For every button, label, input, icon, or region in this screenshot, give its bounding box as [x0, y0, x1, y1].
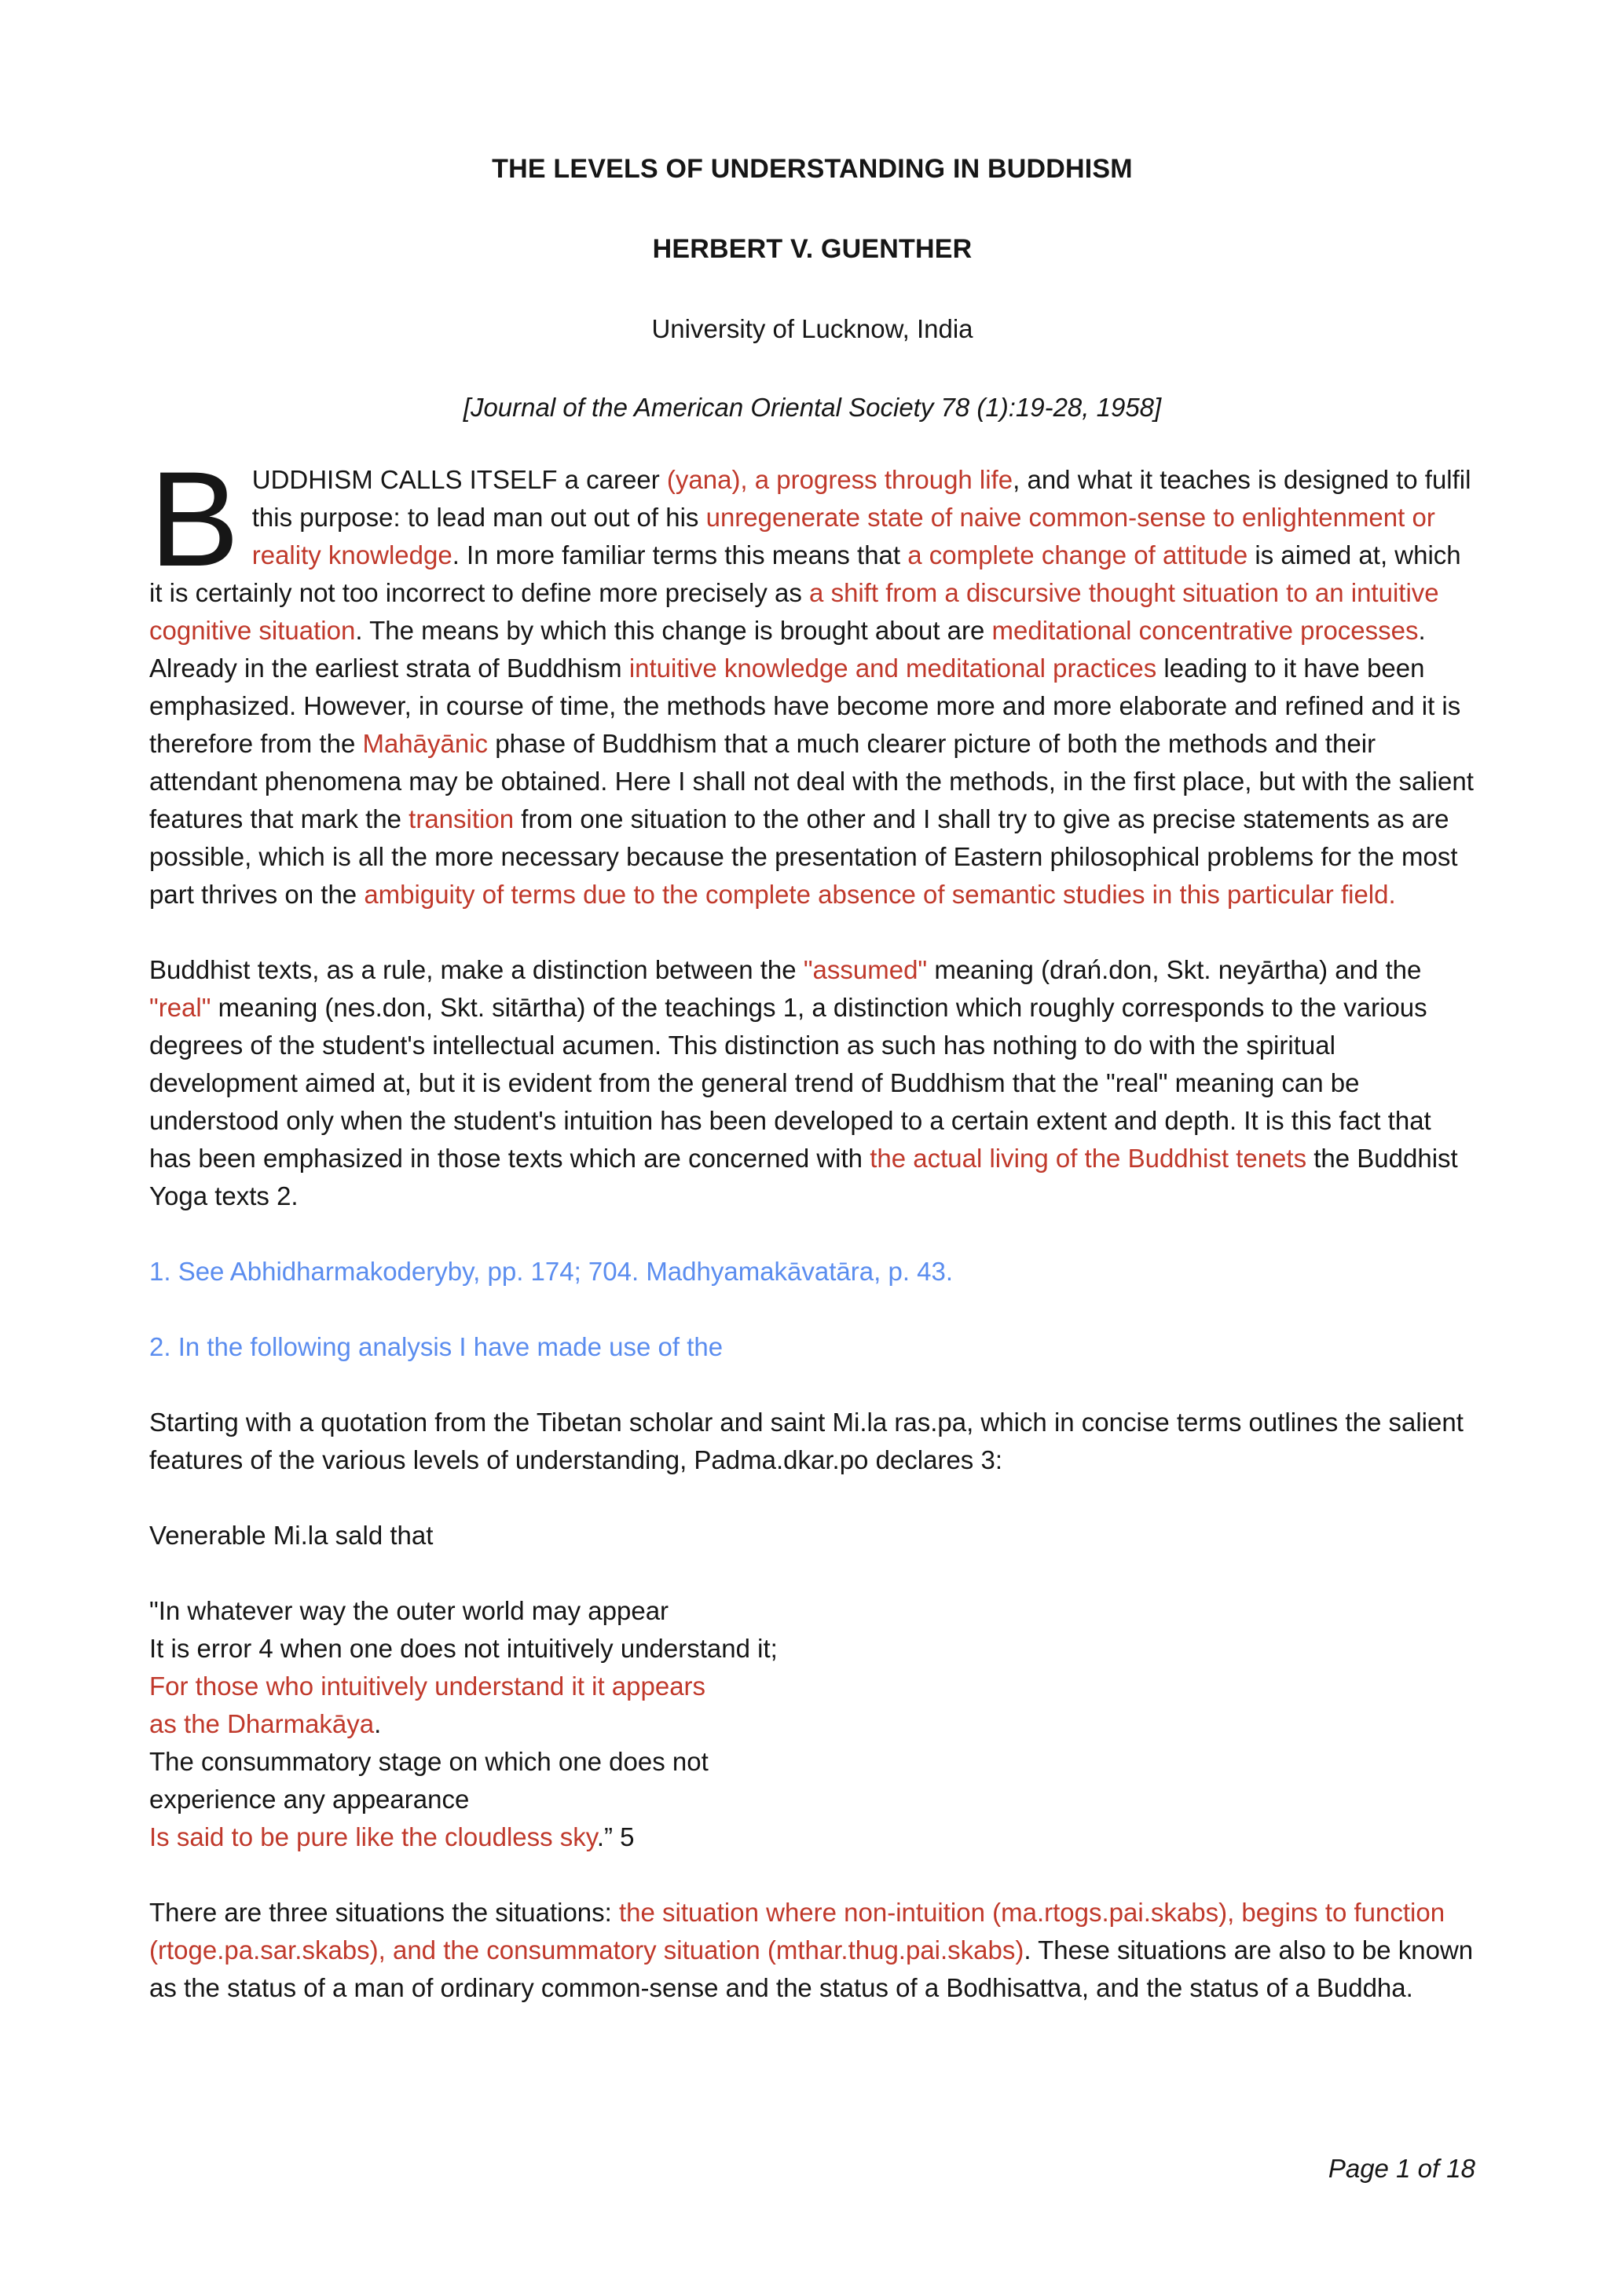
drop-cap: B	[149, 444, 240, 595]
verse-line	[149, 1630, 1475, 1668]
text-segment: experience any appearance	[149, 1785, 470, 1814]
text-segment: meaning (nes.don, Skt. sitārtha) of the teachings 1, a distinction which roughly corresponds to the various degrees of the student's intellectual acumen. This distinction as such has nothing to do with the spiritual development aimed at, but it is evident from the general trend of Buddhism that the "real" meaning can be understood only when the student's intuition has been developed to a certain extent and depth. It is this fact that has been emphasized in those texts which are concerned with	[149, 993, 1431, 1173]
text-segment: . These situations are also to be known as the status of a man of ordinary common-sense and the status of a Bodhisattva, and the status of a Buddha.	[149, 1935, 1474, 2002]
text-segment: "In whatever way the outer world may appear	[149, 1596, 669, 1625]
verse-line	[149, 1743, 1475, 1781]
author-name: HERBERT V. GUENTHER	[652, 234, 973, 264]
emphasized-text: "real"	[149, 993, 211, 1022]
emphasized-text: "assumed"	[803, 955, 928, 984]
emphasized-text: For those who intuitively understand it it appears	[149, 1672, 706, 1701]
text-segment: from one situation to the other and I shall try to give as precise statements as are possible, which is all the more necessary because the presentation of Eastern philosophical problems for the most part thrives on the	[149, 804, 1458, 909]
text-segment: is aimed at, which it is certainly not too incorrect to define more precisely as	[149, 540, 1461, 607]
emphasized-text: transition	[408, 804, 515, 833]
emphasized-text: meditational concentrative processes	[991, 616, 1419, 645]
text-segment: leading to it have been emphasized. However, in course of time, the methods have become more and more elaborate and refined and it is therefore from the	[149, 654, 1461, 758]
emphasized-text: intuitive knowledge and meditational practices	[628, 654, 1157, 683]
text-segment: . The means by which this change is brought about are	[355, 616, 992, 645]
emphasized-text: the situation where non-intuition (ma.rtogs.pai.skabs), begins to function (rtoge.pa.sar.skabs), and the consummatory situation (mthar.thug.pai.skabs)	[149, 1898, 1445, 1965]
text-segment: Venerable Mi.la sald that	[149, 1521, 434, 1550]
emphasized-text: a complete change of attitude	[907, 540, 1248, 569]
verse-line	[149, 1705, 1475, 1743]
paragraph	[149, 1404, 1475, 1479]
text-segment: . In more familiar terms this means that	[452, 540, 908, 569]
text-segment: Buddhist texts, as a rule, make a distinction between the	[149, 955, 804, 984]
emphasized-text: unregenerate state of naive common-sense to enlightenment or reality knowledge	[251, 503, 1435, 569]
text-segment: , and what it teaches is designed to fulfil this purpose: to lead man out out of his	[251, 465, 1471, 532]
text-segment: The consummatory stage on which one does not	[149, 1747, 709, 1776]
emphasized-text: the actual living of the Buddhist tenets	[870, 1144, 1307, 1173]
text-segment: phase of Buddhism that a much clearer picture of both the methods and their attendant phenomena may be obtained. Here I shall not deal with the methods, in the first place, but with the salient features that mark the	[149, 729, 1474, 833]
text-segment: UDDHISM CALLS ITSELF a career	[251, 465, 667, 494]
footnote-link[interactable]: 2. In the following analysis I have made use of the	[149, 1332, 724, 1361]
text-segment: the Buddhist Yoga texts 2.	[149, 1144, 1458, 1210]
text-segment: There are three situations the situations:	[149, 1898, 619, 1927]
emphasized-text: (yana), a progress through life	[666, 465, 1013, 494]
footnote-link[interactable]: 1. See Abhidharmakoderyby, pp. 174; 704. Madhyamakāvatāra, p. 43.	[149, 1257, 954, 1286]
emphasized-text: ambiguity of terms due to the complete absence of semantic studies in this particular field.	[364, 880, 1396, 909]
emphasized-text: a shift from a discursive thought situation to an intuitive cognitive situation	[149, 578, 1439, 645]
text-segment: Starting with a quotation from the Tibetan scholar and saint Mi.la ras.pa, which in concise terms outlines the salient features of the various levels of understanding, Padma.dkar.po declares 3:	[149, 1408, 1464, 1474]
emphasized-text: Is said to be pure like the cloudless sky	[149, 1822, 597, 1851]
verse-line	[149, 1668, 1475, 1705]
text-segment: .	[374, 1709, 382, 1738]
page-number: Page 1 of 18	[1328, 2154, 1475, 2183]
text-segment: . Already in the earliest strata of Buddhism	[149, 616, 1426, 683]
emphasized-text: as the Dharmakāya	[149, 1709, 375, 1738]
page-title: THE LEVELS OF UNDERSTANDING IN BUDDHISM	[492, 154, 1133, 184]
author-affiliation: University of Lucknow, India	[651, 314, 973, 343]
paragraph	[149, 951, 1475, 1215]
paragraph	[149, 1894, 1475, 2007]
paragraph	[149, 444, 1475, 914]
footnote-line	[149, 1253, 1475, 1291]
paragraph	[149, 1517, 1475, 1554]
text-segment: .” 5	[596, 1822, 635, 1851]
emphasized-text: Mahāyānic	[362, 729, 489, 758]
footnote-line	[149, 1328, 1475, 1366]
document-body	[149, 444, 1475, 2007]
text-segment: It is error 4 when one does not intuitively understand it;	[149, 1634, 778, 1663]
document-header	[149, 153, 1475, 423]
verse-quotation	[149, 1592, 1475, 1856]
text-segment: meaning (drań.don, Skt. neyārtha) and the	[927, 955, 1422, 984]
verse-line	[149, 1818, 1475, 1856]
verse-line	[149, 1592, 1475, 1630]
journal-citation: [Journal of the American Oriental Society 78 (1):19-28, 1958]	[463, 393, 1162, 422]
verse-line	[149, 1781, 1475, 1818]
